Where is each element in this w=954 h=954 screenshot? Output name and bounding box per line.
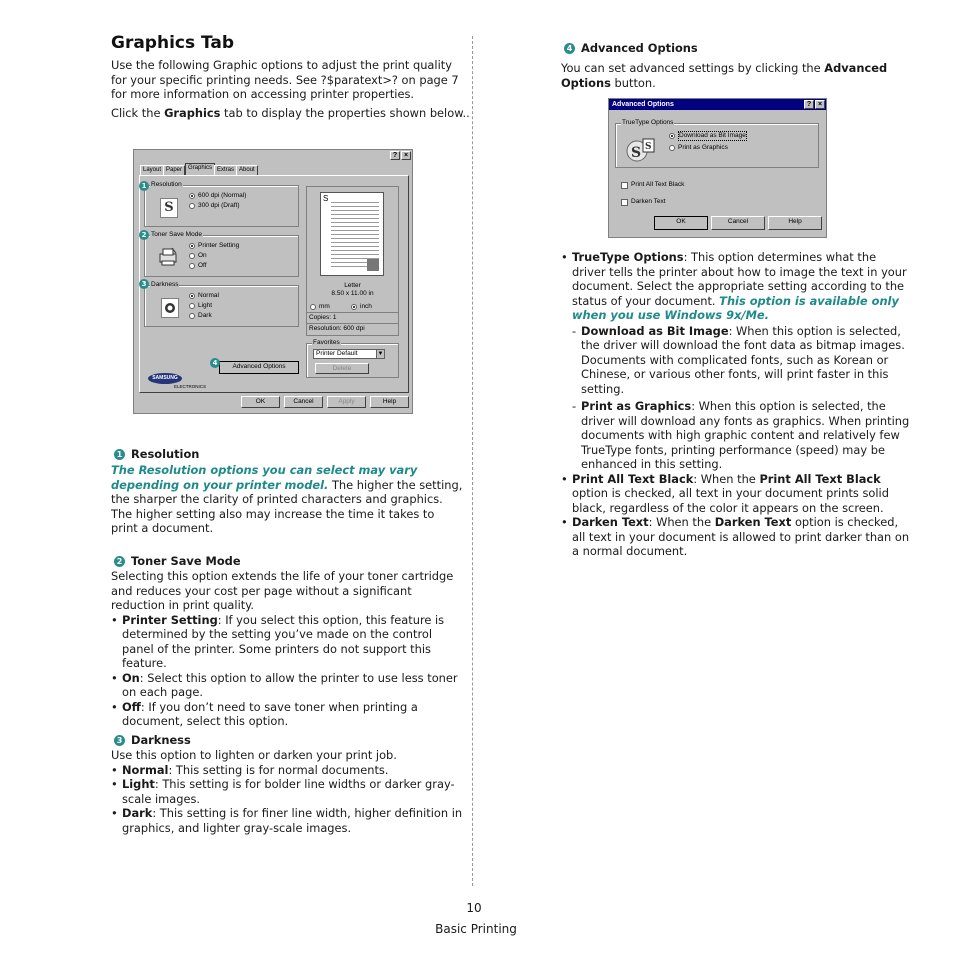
radio-300dpi[interactable]: 300 dpi (Draft) xyxy=(189,202,240,210)
click-instruction: Click the Graphics tab to display the properties shown below.. xyxy=(111,106,470,120)
radio-600dpi[interactable]: 600 dpi (Normal) xyxy=(189,192,246,200)
printer-properties-dialog xyxy=(133,149,413,414)
svg-text:S: S xyxy=(631,145,642,161)
chevron-down-icon[interactable]: ▼ xyxy=(377,351,384,357)
callout-4: 4 xyxy=(210,358,220,368)
tab-paper[interactable]: Paper xyxy=(163,165,185,175)
darkness-heading: 3 Darkness xyxy=(114,733,191,748)
list-item: • Printer Setting: If you select this option, this feature is determined by the setting you’ve made on the control panel of the printer. Some printers do not support this feature. xyxy=(111,613,465,671)
toner-group-label: Toner Save Mode xyxy=(151,231,202,238)
close-icon[interactable]: × xyxy=(815,100,825,109)
resolution-heading: 1 Resolution xyxy=(114,447,199,462)
toner-heading: 2 Toner Save Mode xyxy=(114,554,241,569)
sub-list-item: - Download as Bit Image: When this option is selected, the driver will download the font data as bitmap images. Documents with complicated fonts, such as Korean or Chinese, or various other fonts, will print faster in this setting. xyxy=(572,324,913,397)
logo-subtitle: ELECTRONICS xyxy=(174,384,207,389)
help-button[interactable]: Help xyxy=(370,396,409,408)
advanced-heading: 4 Advanced Options xyxy=(564,41,698,56)
truetype-group-label: TrueType Options xyxy=(622,119,674,126)
column-divider xyxy=(472,36,473,886)
checkbox-darken-text[interactable]: Darken Text xyxy=(621,198,666,206)
tab-extras[interactable]: Extras xyxy=(214,165,237,175)
help-button[interactable]: Help xyxy=(768,216,822,230)
callout-3: 3 xyxy=(139,279,149,289)
advanced-options-button[interactable]: Advanced Options xyxy=(219,361,299,374)
copies-readout: Copies: 1 xyxy=(306,312,399,323)
list-item: • Light: This setting is for bolder line widths or darker gray-scale images. xyxy=(111,777,467,806)
paper-size: Letter xyxy=(344,282,361,289)
page-number: 10 xyxy=(466,901,482,915)
intro-paragraph: Use the following Graphic options to adjust the print quality for your specific printing needs. See ?$paratext>? on page 7 for more information on accessing printer properties. xyxy=(111,58,459,101)
callout-1: 1 xyxy=(139,181,149,191)
cancel-button[interactable]: Cancel xyxy=(284,396,323,408)
ok-button[interactable]: OK xyxy=(241,396,280,408)
darkness-body xyxy=(111,748,467,835)
close-icon[interactable]: × xyxy=(401,151,411,160)
list-item: • Dark: This setting is for finer line width, higher definition in graphics, and lighter gray-scale images. xyxy=(111,806,467,835)
resolution-body: The Resolution options you can select may vary depending on your printer model. The higher the setting, the sharper the clarity of printed characters and graphics. The higher setting also may increase the time it takes to print a document. xyxy=(111,463,463,535)
radio-toner-on[interactable]: On xyxy=(189,252,207,260)
tab-about[interactable]: About xyxy=(236,165,258,175)
resolution-readout: Resolution: 600 dpi xyxy=(306,323,399,334)
favorites-select[interactable]: Printer Default xyxy=(313,349,385,359)
radio-print-as-graphics[interactable]: Print as Graphics xyxy=(669,144,728,152)
radio-printer-setting[interactable]: Printer Setting xyxy=(189,242,239,250)
tab-graphics[interactable]: Graphics xyxy=(185,163,215,175)
radio-toner-off[interactable]: Off xyxy=(189,262,207,270)
delete-favorite-button[interactable]: Delete xyxy=(315,363,369,374)
dialog-titlebar xyxy=(134,150,412,161)
darkness-icon xyxy=(161,298,179,318)
radio-dark[interactable]: Dark xyxy=(189,312,212,320)
tab-layout[interactable]: Layout xyxy=(140,165,164,175)
checkbox-print-all-text-black[interactable]: Print All Text Black xyxy=(621,181,684,189)
sub-list-item: - Print as Graphics: When this option is selected, the driver will download any fonts as graphics. When printing documents with high graphic content and relatively few TrueType fonts, printing performance (speed) may be enhanced in this setting. xyxy=(572,399,913,472)
darkness-description: Use this option to lighten or darken your print job. xyxy=(111,748,397,762)
advanced-options-dialog xyxy=(608,98,827,238)
page-preview: S xyxy=(320,192,384,276)
resolution-icon: S xyxy=(160,198,178,218)
list-item: • Normal: This setting is for normal documents. xyxy=(111,763,467,778)
ok-button[interactable]: OK xyxy=(654,216,708,230)
radio-unit-inch[interactable]: inch xyxy=(351,303,372,311)
darkness-group-label: Darkness xyxy=(151,281,179,288)
callout-2: 2 xyxy=(139,230,149,240)
favorites-label: Favorites xyxy=(313,339,340,346)
list-item: • Darken Text: When the Darken Text option is checked, all text in your document is allowed to print darker than on a normal document. xyxy=(561,515,913,559)
svg-text:S: S xyxy=(645,142,652,152)
samsung-logo: SAMSUNG xyxy=(148,373,182,384)
radio-unit-mm[interactable]: mm xyxy=(310,303,330,311)
page-title: Graphics Tab xyxy=(111,33,235,53)
radio-normal[interactable]: Normal xyxy=(189,292,219,300)
dialog-title: Advanced Options xyxy=(612,101,674,108)
radio-light[interactable]: Light xyxy=(189,302,212,310)
toner-body xyxy=(111,569,465,729)
footer-section: Basic Printing xyxy=(435,922,517,936)
paper-dimensions: 8.50 x 11.00 in xyxy=(331,290,374,297)
radio-download-bit-image[interactable]: Download as Bit Image xyxy=(669,131,747,141)
truetype-icon xyxy=(626,137,656,163)
toner-description: Selecting this option extends the life of your toner cartridge and reduces your cost per page without a significant reduction in print quality. xyxy=(111,569,454,612)
apply-button[interactable]: Apply xyxy=(327,396,366,408)
list-item: • Print All Text Black: When the Print All Text Black option is checked, all text in your document prints solid black, regardless of the color it appears on the screen. xyxy=(561,472,913,516)
list-item: • TrueType Options: This option determines what the driver tells the printer about how to image the text in your document. Select the appropriate setting according to the status of your document. This option is available only when you use Windows 9x/Me. xyxy=(561,250,913,323)
dialog-titlebar xyxy=(609,99,826,110)
list-item: • Off: If you don’t need to save toner when printing a document, select this option. xyxy=(111,700,465,729)
advanced-intro: You can set advanced settings by clicking the Advanced Options button. xyxy=(561,61,888,90)
advanced-body xyxy=(561,250,913,559)
printer-icon xyxy=(158,246,180,268)
list-item: • On: Select this option to allow the printer to use less toner on each page. xyxy=(111,671,465,700)
help-title-button[interactable]: ? xyxy=(390,151,400,160)
help-title-button[interactable]: ? xyxy=(804,100,814,109)
resolution-group-label: Resolution xyxy=(151,181,182,188)
cancel-button[interactable]: Cancel xyxy=(711,216,765,230)
